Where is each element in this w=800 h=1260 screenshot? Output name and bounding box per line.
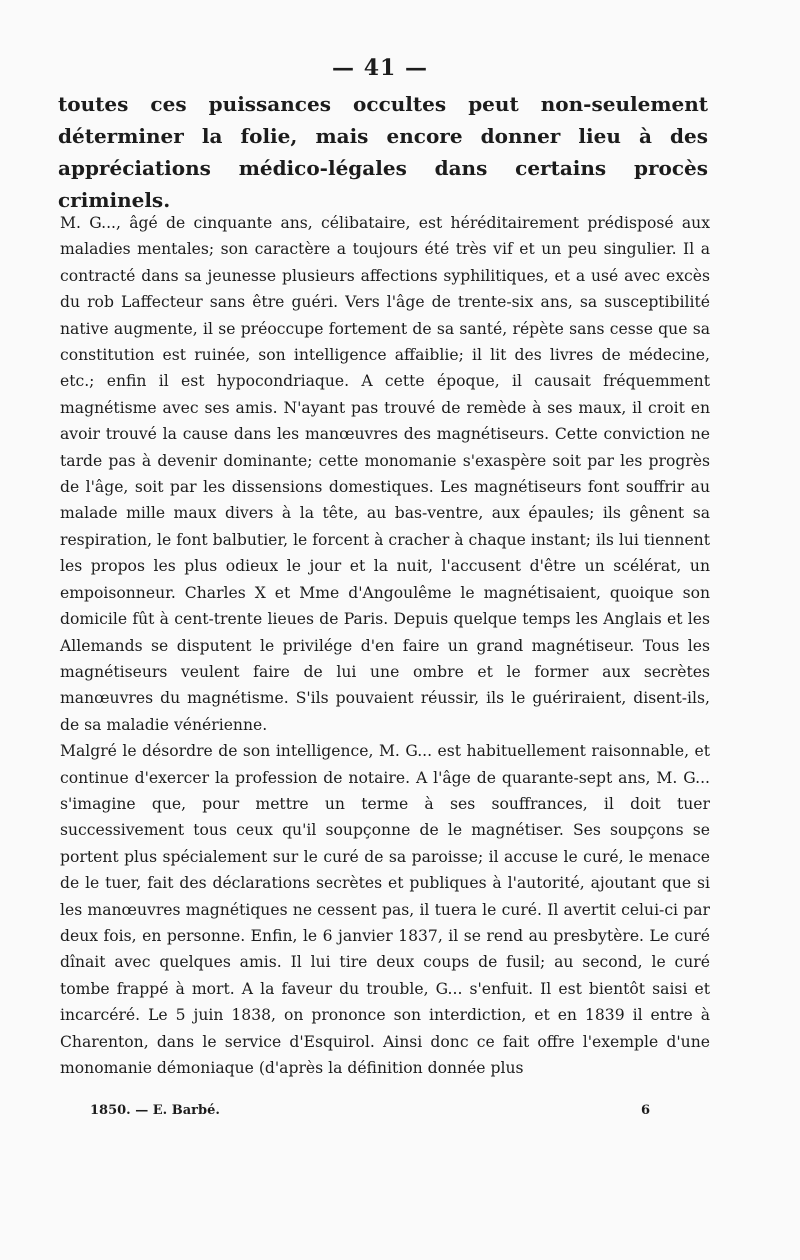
intro-paragraph: toutes ces puissances occultes peut non-seulement déterminer la folie, mais encore donner lieu à des appréciations médico-légales dans certains procès criminels. [58,92,708,212]
paragraph-case-continuation: Malgré le désordre de son intelligence, M. G... est habituellement raisonnable, et continue d'exercer la profession de notaire. A l'âge de quarante-sept ans, M. G... s'imagine que, pour mettre un terme à ses souffrances, il doit tuer successivement tous ceux qu'il soupçonne de le magnétiser. Ses soupçons se portent plus spécialement sur le curé de sa paroisse; il accuse le curé, le menace de le tuer, fait des déclarations secrètes et publiques à l'autorité, ajoutant que si les manœuvres magnétiques ne cessent pas, il tuera le curé. Il avertit celui-ci par deux fois, en personne. Enfin, le 6 janvier 1837, il se rend au presbytère. Le curé dînait avec quelques amis. Il lui tire deux coups de fusil; au second, le curé tombe frappé à mort. A la faveur du trouble, G... s'enfuit. Il est bientôt saisi et incarcéré. Le 5 juin 1838, on prononce son interdiction, et en 1839 il entre à Charenton, dans le service d'Esquirol. Ainsi donc ce fait offre l'exemple d'une monomanie démoniaque (d'après la définition donnée plus [60,742,710,1077]
page-number: — 41 — [332,55,428,81]
signature-mark: 6 [640,1103,650,1118]
printer-signature: 1850. — E. Barbé. [90,1103,220,1118]
page-footer [90,1103,650,1123]
paragraph-case-description: M. G..., âgé de cinquante ans, célibataire, est héréditairement prédisposé aux maladies mentales; son caractère a toujours été très vif et un peu singulier. Il a contracté dans sa jeunesse plusieurs affections syphilitiques, et a usé avec excès du rob Laffecteur sans être guéri. Vers l'âge de trente-six ans, sa susceptibilité native augmente, il se préoccupe fortement de sa santé, répète sans cesse que sa constitution est ruinée, son intelligence affaiblie; il lit des livres de médecine, etc.; enfin il est hypocondriaque. A cette époque, il causait fréquemment magnétisme avec ses amis. N'ayant pas trouvé de remède à ses maux, il croit en avoir trouvé la cause dans les manœuvres des magnétiseurs. Cette conviction ne tarde pas à devenir dominante; cette monomanie s'exaspère soit par les progrès de l'âge, soit par les dissensions domestiques. Les magnétiseurs font souffrir au malade mille maux divers à la tête, au bas-ventre, aux épaules; ils gênent sa respiration, le font balbutier, le forcent à cracher à chaque instant; ils lui tiennent les propos les plus odieux le jour et la nuit, l'accusent d'être un scélérat, un empoisonneur. Charles X et Mme d'Angoulême le magnétisaient, quoique son domicile fût à cent-trente lieues de Paris. Depuis quelque temps les Anglais et les Allemands se disputent le privilége d'en faire un grand magnétiseur. Tous les magnétiseurs veulent faire de lui une ombre et le former aux secrètes manœuvres du magnétisme. S'ils pouvaient réussir, ils le guériraient, disent-ils, de sa maladie vénérienne. [60,214,710,734]
body-text [60,210,710,1081]
